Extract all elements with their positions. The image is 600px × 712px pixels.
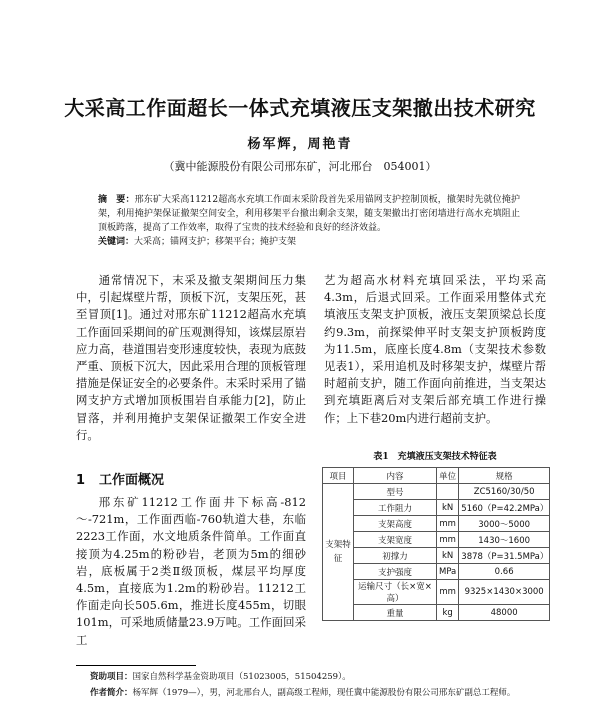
table-cell-spec: 48000 [459,605,550,621]
table-header: 单位 [436,468,458,484]
table-row [323,484,550,500]
table-cell-spec: 5160（P=42.2MPa） [459,500,550,516]
fund-footnote [90,670,351,682]
table-cell-item: 重量 [354,605,437,621]
table-cell-item: 运输尺寸（长×宽×高） [354,580,437,605]
abstract [98,193,520,249]
table-row [323,580,550,605]
table-row [323,516,550,532]
fund-text: 国家自然科学基金资助项目（51023005，51504259）。 [132,672,351,682]
keywords-text: 大采高；锚网支护；移架平台；掩护支架 [134,237,297,247]
table-cell-item: 工作阻力 [354,500,437,516]
table-cell-unit: mm [436,532,458,548]
abstract-label: 摘 要： [98,195,135,205]
section-number: 1 [76,473,86,488]
intro-paragraph: 通常情况下，末采及撤支架期间压力集中，引起煤壁片帮，顶板下沉，支架压死，甚至冒顶[1]。通过对邢东矿11212超高水充填工作面回采期间的矿压观测得知，该煤层原岩应力高，巷道围岩变形速度较快，表现为底鼓严重、顶板下沉大，因此采用合理的顶板管理措施是保证安全的必要条件。末采时采用了锚网支护方式增加顶板围岩自承能力[2]，防止冒落，并利用掩护支架保证撤架工作安全进行。 [76,273,306,442]
right-paragraph: 艺为超高水材料充填回采法，平均采高4.3m，后退式回采。工作面采用整体式充填液压支架支护顶板，液压支架顶梁总长度约9.3m，前探梁伸平时支架支护顶板跨度为11.5m，底座长度4.8m（支架技术参数见表1），采用追机及时移架支护，煤壁片帮时超前支护，随工作面向前推进，当支架达到充填距离后对支架后部充填工作进行操作；上下巷20m内进行超前支护。 [324,273,546,425]
table-cell-spec: 0.66 [459,564,550,580]
abstract-text: 邢东矿大采高11212超高水充填工作面末采阶段首先采用锚网支护控制顶板，撤架时先就位掩护架，利用掩护架保证撤架空间安全，利用移架平台撤出剩余支架，随支架撤出打密闭墙进行高水充填阻止顶板跨落，提高了工作效率，取得了宝贵的技术经验和良好的经济效益。 [98,195,520,233]
table-cell-item: 支护强度 [354,564,437,580]
table-cell-unit: kN [436,500,458,516]
paper-title: 大采高工作面超长一体式充填液压支架撤出技术研究 [64,96,536,120]
table-cell-unit: MPa [436,564,458,580]
table-cell-unit: kN [436,548,458,564]
left-column-intro [76,272,306,444]
table-row [323,564,550,580]
table-cell-item: 初撑力 [354,548,437,564]
table-header: 规格 [459,468,550,484]
authors: 杨军辉，周艳青 [247,137,353,152]
left-column-section1 [76,494,306,649]
table-cell-spec: 1430～1600 [459,532,550,548]
author-text: 杨军辉（1979—），男，河北邢台人，副高级工程师，现任冀中能源股份有限公司邢东矿副总工程师。 [132,688,516,698]
right-column [324,272,546,427]
table-cell-item: 支架宽度 [354,532,437,548]
table-row [323,548,550,564]
fund-label: 资助项目： [90,672,133,682]
table-cell-unit: mm [436,580,458,605]
table-row [323,605,550,621]
section-title: 工作面概况 [99,473,165,488]
author-footnote [90,686,515,698]
spec-table [322,467,550,621]
table-body [323,484,550,621]
table-row [323,532,550,548]
affiliation: （冀中能源股份有限公司邢东矿，河北邢台 054001） [163,160,437,173]
table-cell-spec: ZC5160/30/50 [459,484,550,500]
table-row [323,500,550,516]
keywords-label: 关键词： [98,237,135,247]
table-cell-spec: 3000～5000 [459,516,550,532]
table-header: 项目 [323,468,354,484]
table-header: 内容 [354,468,437,484]
table-cell-unit: kg [436,605,458,621]
table-caption: 表1 充填液压支架技术特征表 [373,452,497,462]
author-label: 作者简介： [90,688,133,698]
table-cell-spec: 9325×1430×3000 [459,580,550,605]
section-heading [76,469,178,488]
table-cell-spec: 3878（P=31.5MPa） [459,548,550,564]
footnote-rule [76,665,196,666]
table-cell-unit: mm [436,516,458,532]
section1-paragraph: 邢东矿11212工作面井下标高-812～-721m，工作面西临-760轨道大巷，东临2223工作面，水文地质条件简单。工作面直接顶为4.25m的粉砂岩，老顶为5m的细砂岩，底板属于2类Ⅱ级顶板，煤层平均厚度4.5m，直接底为1.2m的粉砂岩。11212工作面走向长505.6m，推进长度455m，切眼101m，可采地质储量23.9万吨。工作面回采工 [76,495,306,647]
table-cell-item: 型号 [354,484,437,500]
table-cell-unit [436,484,458,500]
table-cell-item: 支架高度 [354,516,437,532]
table-group-label: 支架特征 [323,484,354,621]
